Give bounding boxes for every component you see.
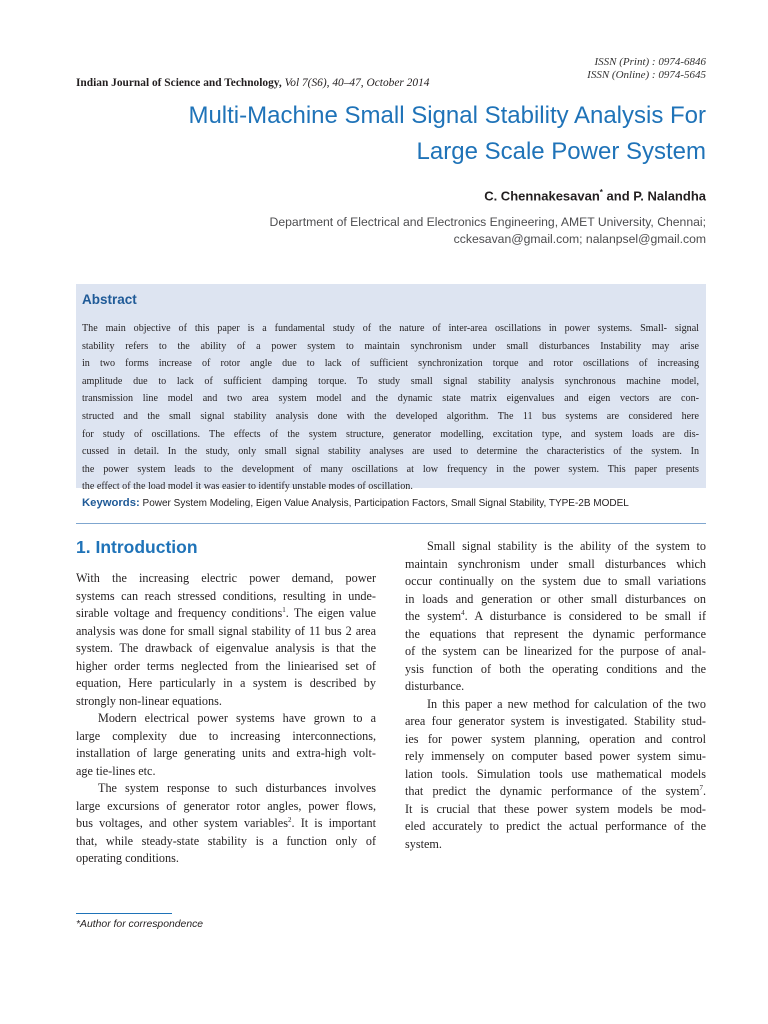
journal-name: Indian Journal of Science and Technology, [76,77,282,89]
abstract-line: the power system leads to the development of many oscillations at low frequency in the power system. This paper presents [82,463,699,475]
text-span: . [702,784,706,798]
text-line: It is crucial that these power system models be mod- [405,801,706,816]
text-line: equation, Here particularly in a system is described by [76,676,376,690]
corresponding-mark: * [599,188,603,197]
text-line: eled accurately to predict the actual performance of the [405,819,706,833]
text-line: analysis was done for small signal stability of 11 bus 2 area [76,623,376,638]
abstract-body [82,320,699,496]
text-span: . The eigen value [285,606,376,620]
keywords-text: Power System Modeling, Eigen Value Analysis, Participation Factors, Small Signal Stability, TYPE-2B MODEL [139,498,629,509]
text-line: operating conditions. [76,851,179,865]
text-line: Modern electrical power systems have grown to a [98,711,376,725]
issn-online: ISSN (Online) : 0974-5645 [587,69,706,81]
paragraph [76,780,376,868]
author-emails: cckesavan@gmail.com; nalanpsel@gmail.com [453,232,706,246]
abstract-line: cussed in detail. In the study, only small signal stability analyses are used to determine the characteristics of the system. In [82,446,699,458]
paragraph [405,538,706,696]
text-line: the equations that represent the dynamic performance [405,626,706,641]
section-heading-introduction: 1. Introduction [76,537,198,557]
abstract-line: for study of oscillations. The effects of the system structure, generator modelling, excitation type, and system loads are dis- [82,428,699,440]
issn-print: ISSN (Print) : 0974-6846 [594,56,706,68]
author-name: C. Chennakesavan [484,188,600,204]
citation-ref: 4 [461,608,465,617]
abstract-line: stability refers to the ability of a power system to maintain synchronism under small disturbances Instability may arise [82,340,699,352]
title-line: Large Scale Power System [416,138,706,165]
abstract-line: transmission line model and two area system model and the dynamic state matrix eigenvalues and eigen vectors are con- [82,393,699,405]
text-line: maintain synchronism under small disturbances which [405,556,706,571]
text-line: In this paper a new method for calculation of the two [427,696,706,711]
footnote: *Author for correspondence [76,919,204,930]
text-line [76,815,376,833]
section-divider [76,523,706,524]
abstract-line: structed and the small signal stability analysis done with the developed algorithm. The 11 bus systems are considered here [82,410,699,422]
text-span: the system [405,609,462,623]
abstract-heading: Abstract [82,292,137,307]
author-list [484,188,706,203]
paper-title [66,98,706,170]
text-line [405,783,706,801]
footnote-rule [76,913,172,914]
text-span: bus voltages, and other system variables [76,816,288,830]
text-span: . A disturbance is considered to be small if [464,609,706,623]
citation-ref: 7 [699,783,703,792]
text-line: large excursions of generator rotor angles, power flows, [76,798,376,813]
text-line: area four generator system is investigated. Stability stud- [405,714,706,728]
abstract-line: amplitude due to lack of sufficient damping torque. To study small signal stability analysis synchronous machine model, [82,375,699,387]
left-column [76,570,376,868]
text-line: higher order terms neglected from the liniearised set of [76,658,376,673]
text-line: in loads and generation or other small disturbances on [405,591,706,606]
text-line: lation tools. Simulation tools use mathematical models [405,766,706,781]
abstract-line: the effect of the load model it was easier to identify unstable modes of oscillation. [82,481,413,493]
text-line: that, while steady-state stability is a function only of [76,833,376,848]
keywords [82,497,707,509]
paragraph [405,696,706,854]
affiliation [270,214,706,248]
text-line: installation of large generating units and extra-high volt- [76,746,376,760]
text-line: system. The drawback of eigenvalue analysis is that the [76,641,376,655]
text-line: age tie-lines etc. [76,763,156,778]
text-line: occur continually on the system due to small variations [405,574,706,588]
affiliation-line: Department of Electrical and Electronics Engineering, AMET University, Chennai; [269,215,706,229]
text-line: The system response to such disturbances involves [98,781,376,795]
text-line: systems can reach stressed conditions, resulting in unde- [76,588,376,603]
issn-block [587,56,706,82]
text-line [76,605,376,623]
text-line: system. [405,836,442,851]
text-line: disturbance. [405,679,465,693]
text-span: that predict the dynamic performance of the system [405,784,700,798]
title-line: Multi-Machine Small Signal Stability Analysis For [188,102,706,129]
text-line: rely immensely on computer based power system simu- [405,749,706,763]
text-line: Small signal stability is the ability of the system to [427,539,706,553]
text-line: of the system can be linearized for the purpose of anal- [405,644,706,658]
text-line: ies for power system planning, operation and control [405,731,706,746]
journal-citation [76,77,429,89]
right-column [405,538,706,853]
text-line: large complexity due to increasing interconnections, [76,728,376,743]
abstract-line: The main objective of this paper is a fundamental study of the nature of inter-area oscillations in power systems. Small- signal [82,323,699,334]
text-span: . It is important [291,816,376,830]
text-span: sirable voltage and frequency conditions [76,606,283,620]
paragraph [76,710,376,780]
keywords-label: Keywords: [82,497,140,509]
text-line: strongly non-linear equations. [76,693,222,708]
author-name: and P. Nalandha [602,188,706,204]
citation-ref: 1 [282,605,286,614]
journal-volume: Vol 7(S6), 40–47, October 2014 [281,77,430,89]
abstract-line: in two forms increase of rotor angle due to lack of sufficient synchronization torque and rotor oscillations of increasing [82,358,699,370]
paragraph [76,570,376,710]
text-line [405,608,706,626]
citation-ref: 2 [287,815,292,824]
text-line: ysis function of both the operating conditions and the [405,661,706,676]
text-line: With the increasing electric power demand, power [76,571,376,585]
